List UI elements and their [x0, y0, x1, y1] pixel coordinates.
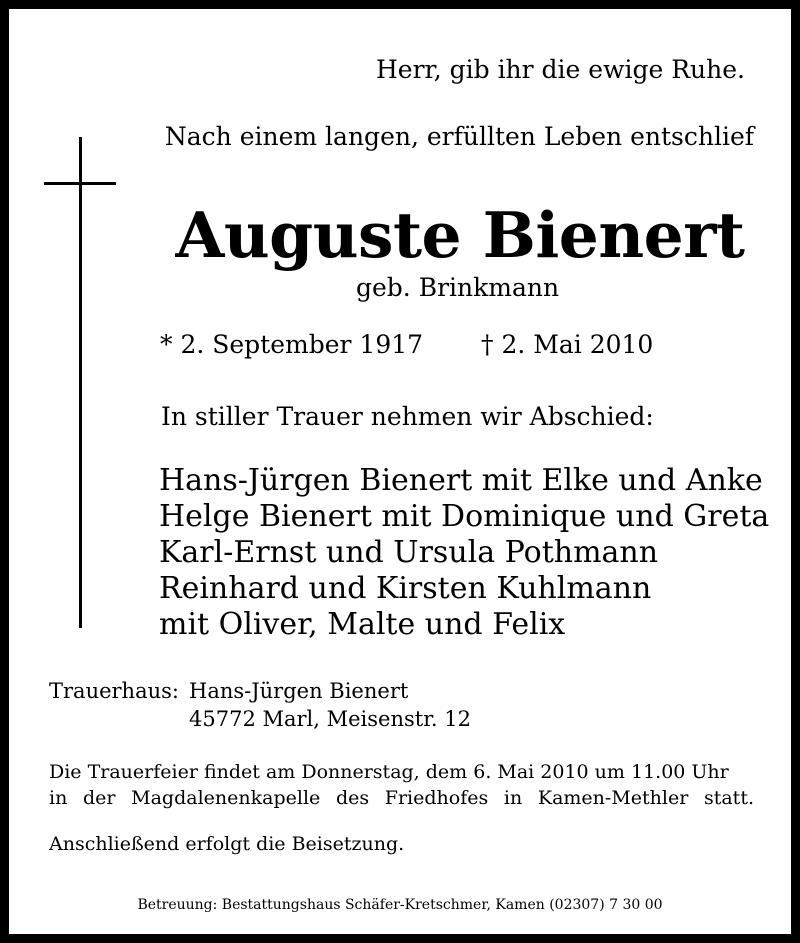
birth-date: * 2. September 1917 [160, 330, 424, 359]
ceremony-line: in der Magdalenenkapelle des Friedhofes in Kamen-Methler statt. [49, 787, 754, 809]
family-member: Hans-Jürgen Bienert mit Elke und Anke [159, 463, 763, 498]
ceremony-info [49, 759, 754, 811]
mourning-house-address: 45772 Marl, Meisenstr. 12 [189, 707, 472, 731]
burial-info: Anschließend erfolgt die Beisetzung. [49, 833, 405, 855]
family-member: Reinhard und Kirsten Kuhlmann [159, 571, 652, 606]
ceremony-line: Die Trauerfeier findet am Donnerstag, dem 6. Mai 2010 um 11.00 Uhr [49, 761, 729, 783]
family-member: Karl-Ernst und Ursula Pothmann [159, 535, 659, 570]
mourning-house-label: Trauerhaus: [49, 679, 179, 703]
mourning-line: In stiller Trauer nehmen wir Abschied: [161, 402, 654, 431]
mourning-house-name: Hans-Jürgen Bienert [189, 679, 409, 703]
family-member: mit Oliver, Malte und Felix [159, 607, 566, 642]
death-date: † 2. Mai 2010 [481, 330, 654, 359]
verse: Herr, gib ihr die ewige Ruhe. [375, 55, 745, 84]
cross-icon-horizontal-bar [44, 182, 116, 185]
deceased-name: Auguste Bienert [175, 198, 745, 272]
intro-text: Nach einem langen, erfüllten Leben entschlief [164, 122, 754, 151]
funeral-service-credit: Betreuung: Bestattungshaus Schäfer-Kretschmer, Kamen (02307) 7 30 00 [137, 897, 663, 913]
maiden-name: geb. Brinkmann [356, 273, 560, 302]
family-member: Helge Bienert mit Dominique und Greta [159, 499, 770, 534]
family-list [159, 463, 769, 643]
